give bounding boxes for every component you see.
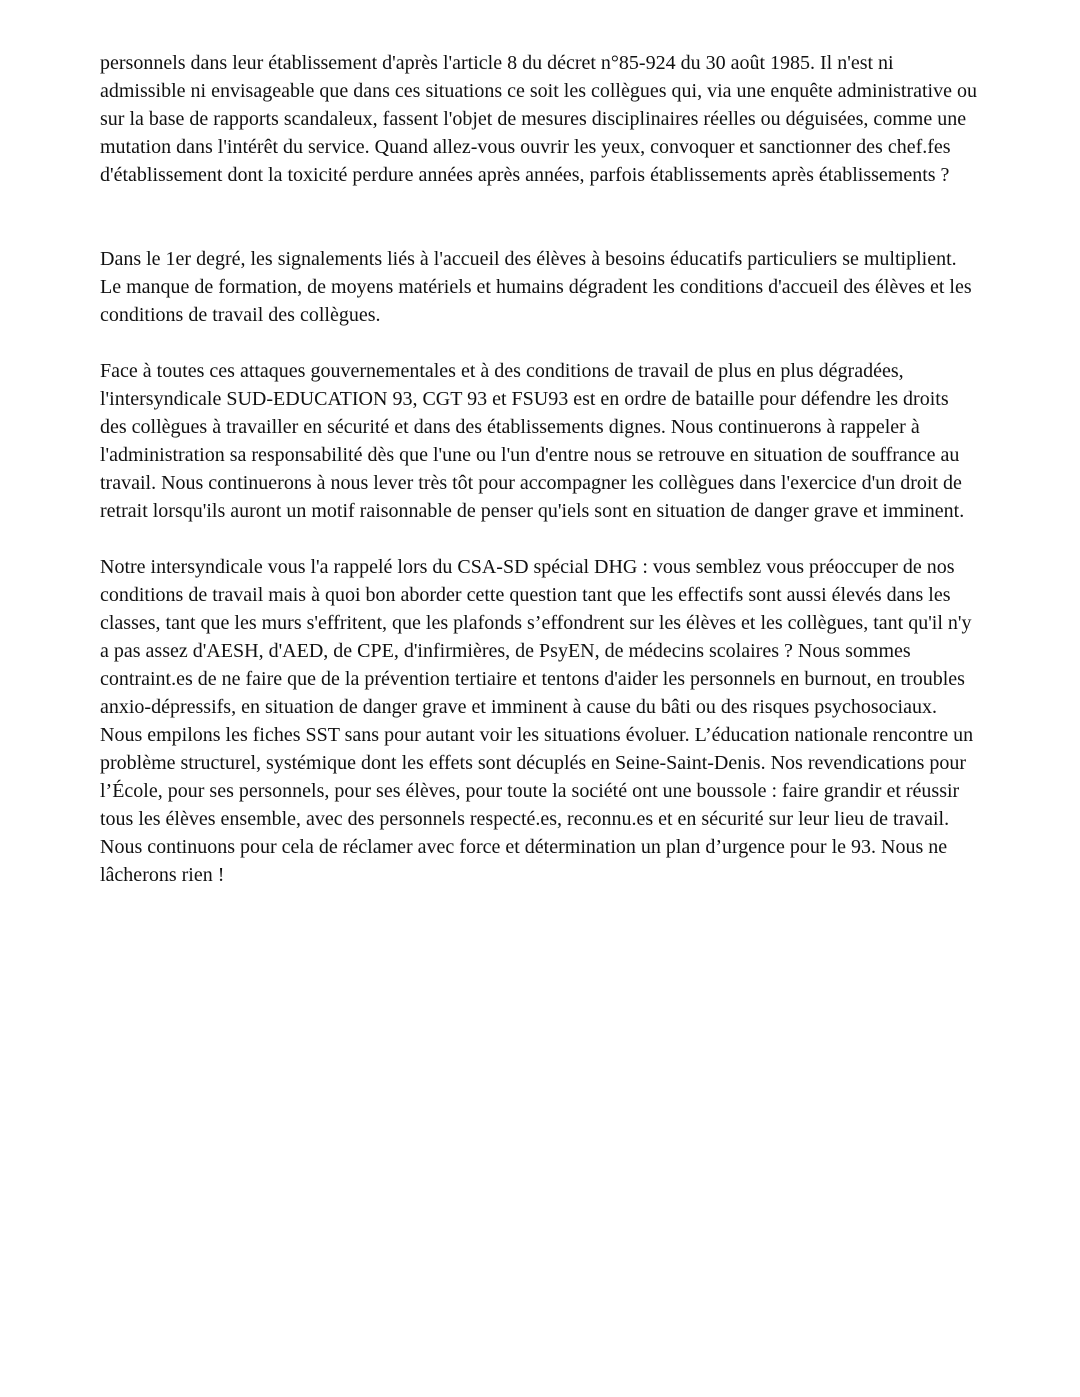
text-line: des collègues à travailler en sécurité et dans des établissements dignes. Nous continuerons à rappeler à	[100, 416, 920, 438]
text-line: classes, tant que les murs s'effritent, que les plafonds s’effondrent sur les élèves et les collègues, tant qu'il n'y	[100, 612, 972, 634]
text-line: Face à toutes ces attaques gouvernementales et à des conditions de travail de plus en plus dégradées,	[100, 360, 904, 382]
text-line: mutation dans l'intérêt du service. Quand allez-vous ouvrir les yeux, convoquer et sanctionner des chef.fes	[100, 136, 951, 158]
text-line: problème structurel, systémique dont les effets sont décuplés en Seine-Saint-Denis. Nos revendications pour	[100, 752, 967, 774]
paragraph-spacer	[100, 329, 1035, 357]
text-line: lâcherons rien !	[100, 864, 225, 886]
text-line: tous les élèves ensemble, avec des personnels respecté.es, reconnu.es et en sécurité sur leur lieu de travail.	[100, 808, 950, 830]
paragraph-spacer	[100, 525, 1035, 553]
text-line: l'administration sa responsabilité dès que l'une ou l'un d'entre nous se retrouve en situation de souffrance au	[100, 444, 960, 466]
text-line: travail. Nous continuerons à nous lever très tôt pour accompagner les collègues dans l'exercice d'un droit de	[100, 472, 962, 494]
document-page	[100, 49, 1035, 889]
text-line: admissible ni envisageable que dans ces situations ce soit les collègues qui, via une enquête administrative ou	[100, 80, 977, 102]
text-line: Dans le 1er degré, les signalements liés à l'accueil des élèves à besoins éducatifs particuliers se multiplient.	[100, 248, 957, 270]
text-line: personnels dans leur établissement d'après l'article 8 du décret n°85-924 du 30 août 1985. Il n'est ni	[100, 52, 894, 74]
text-line: l’École, pour ses personnels, pour ses élèves, pour toute la société ont une boussole : faire grandir et réussir	[100, 780, 960, 802]
paragraph-intersyndicale	[100, 357, 1035, 525]
text-line: contraint.es de ne faire que de la prévention tertiaire et tentons d'aider les personnels en burnout, en troubles	[100, 668, 965, 690]
text-line: a pas assez d'AESH, d'AED, de CPE, d'infirmières, de PsyEN, de médecins scolaires ? Nous sommes	[100, 640, 911, 662]
text-line: Nous empilons les fiches SST sans pour autant voir les situations évoluer. L’éducation nationale rencontre un	[100, 724, 974, 746]
paragraph-spacer	[100, 189, 1035, 245]
paragraph-premier-degre	[100, 245, 1035, 329]
paragraph-csa-sd-dhg	[100, 553, 1035, 889]
text-line: Le manque de formation, de moyens matériels et humains dégradent les conditions d'accueil des élèves et les	[100, 276, 972, 298]
text-line: sur la base de rapports scandaleux, fassent l'objet de mesures disciplinaires réelles ou déguisées, comme une	[100, 108, 967, 130]
text-line: l'intersyndicale SUD-EDUCATION 93, CGT 93 et FSU93 est en ordre de bataille pour défendre les droits	[100, 388, 949, 410]
text-line: d'établissement dont la toxicité perdure années après années, parfois établissements après établissements ?	[100, 164, 950, 186]
text-line: retrait lorsqu'ils auront un motif raisonnable de penser qu'iels sont en situation de danger grave et imminent.	[100, 500, 965, 522]
text-line: conditions de travail mais à quoi bon aborder cette question tant que les effectifs sont aussi élevés dans les	[100, 584, 951, 606]
text-line: Nous continuons pour cela de réclamer avec force et détermination un plan d’urgence pour le 93. Nous ne	[100, 836, 948, 858]
text-line: Notre intersyndicale vous l'a rappelé lors du CSA-SD spécial DHG : vous semblez vous préoccuper de nos	[100, 556, 955, 578]
text-line: conditions de travail des collègues.	[100, 304, 381, 326]
paragraph-decret-article-8	[100, 49, 1035, 189]
text-line: anxio-dépressifs, en situation de danger grave et imminent à cause du bâti ou des risques psychosociaux.	[100, 696, 937, 718]
